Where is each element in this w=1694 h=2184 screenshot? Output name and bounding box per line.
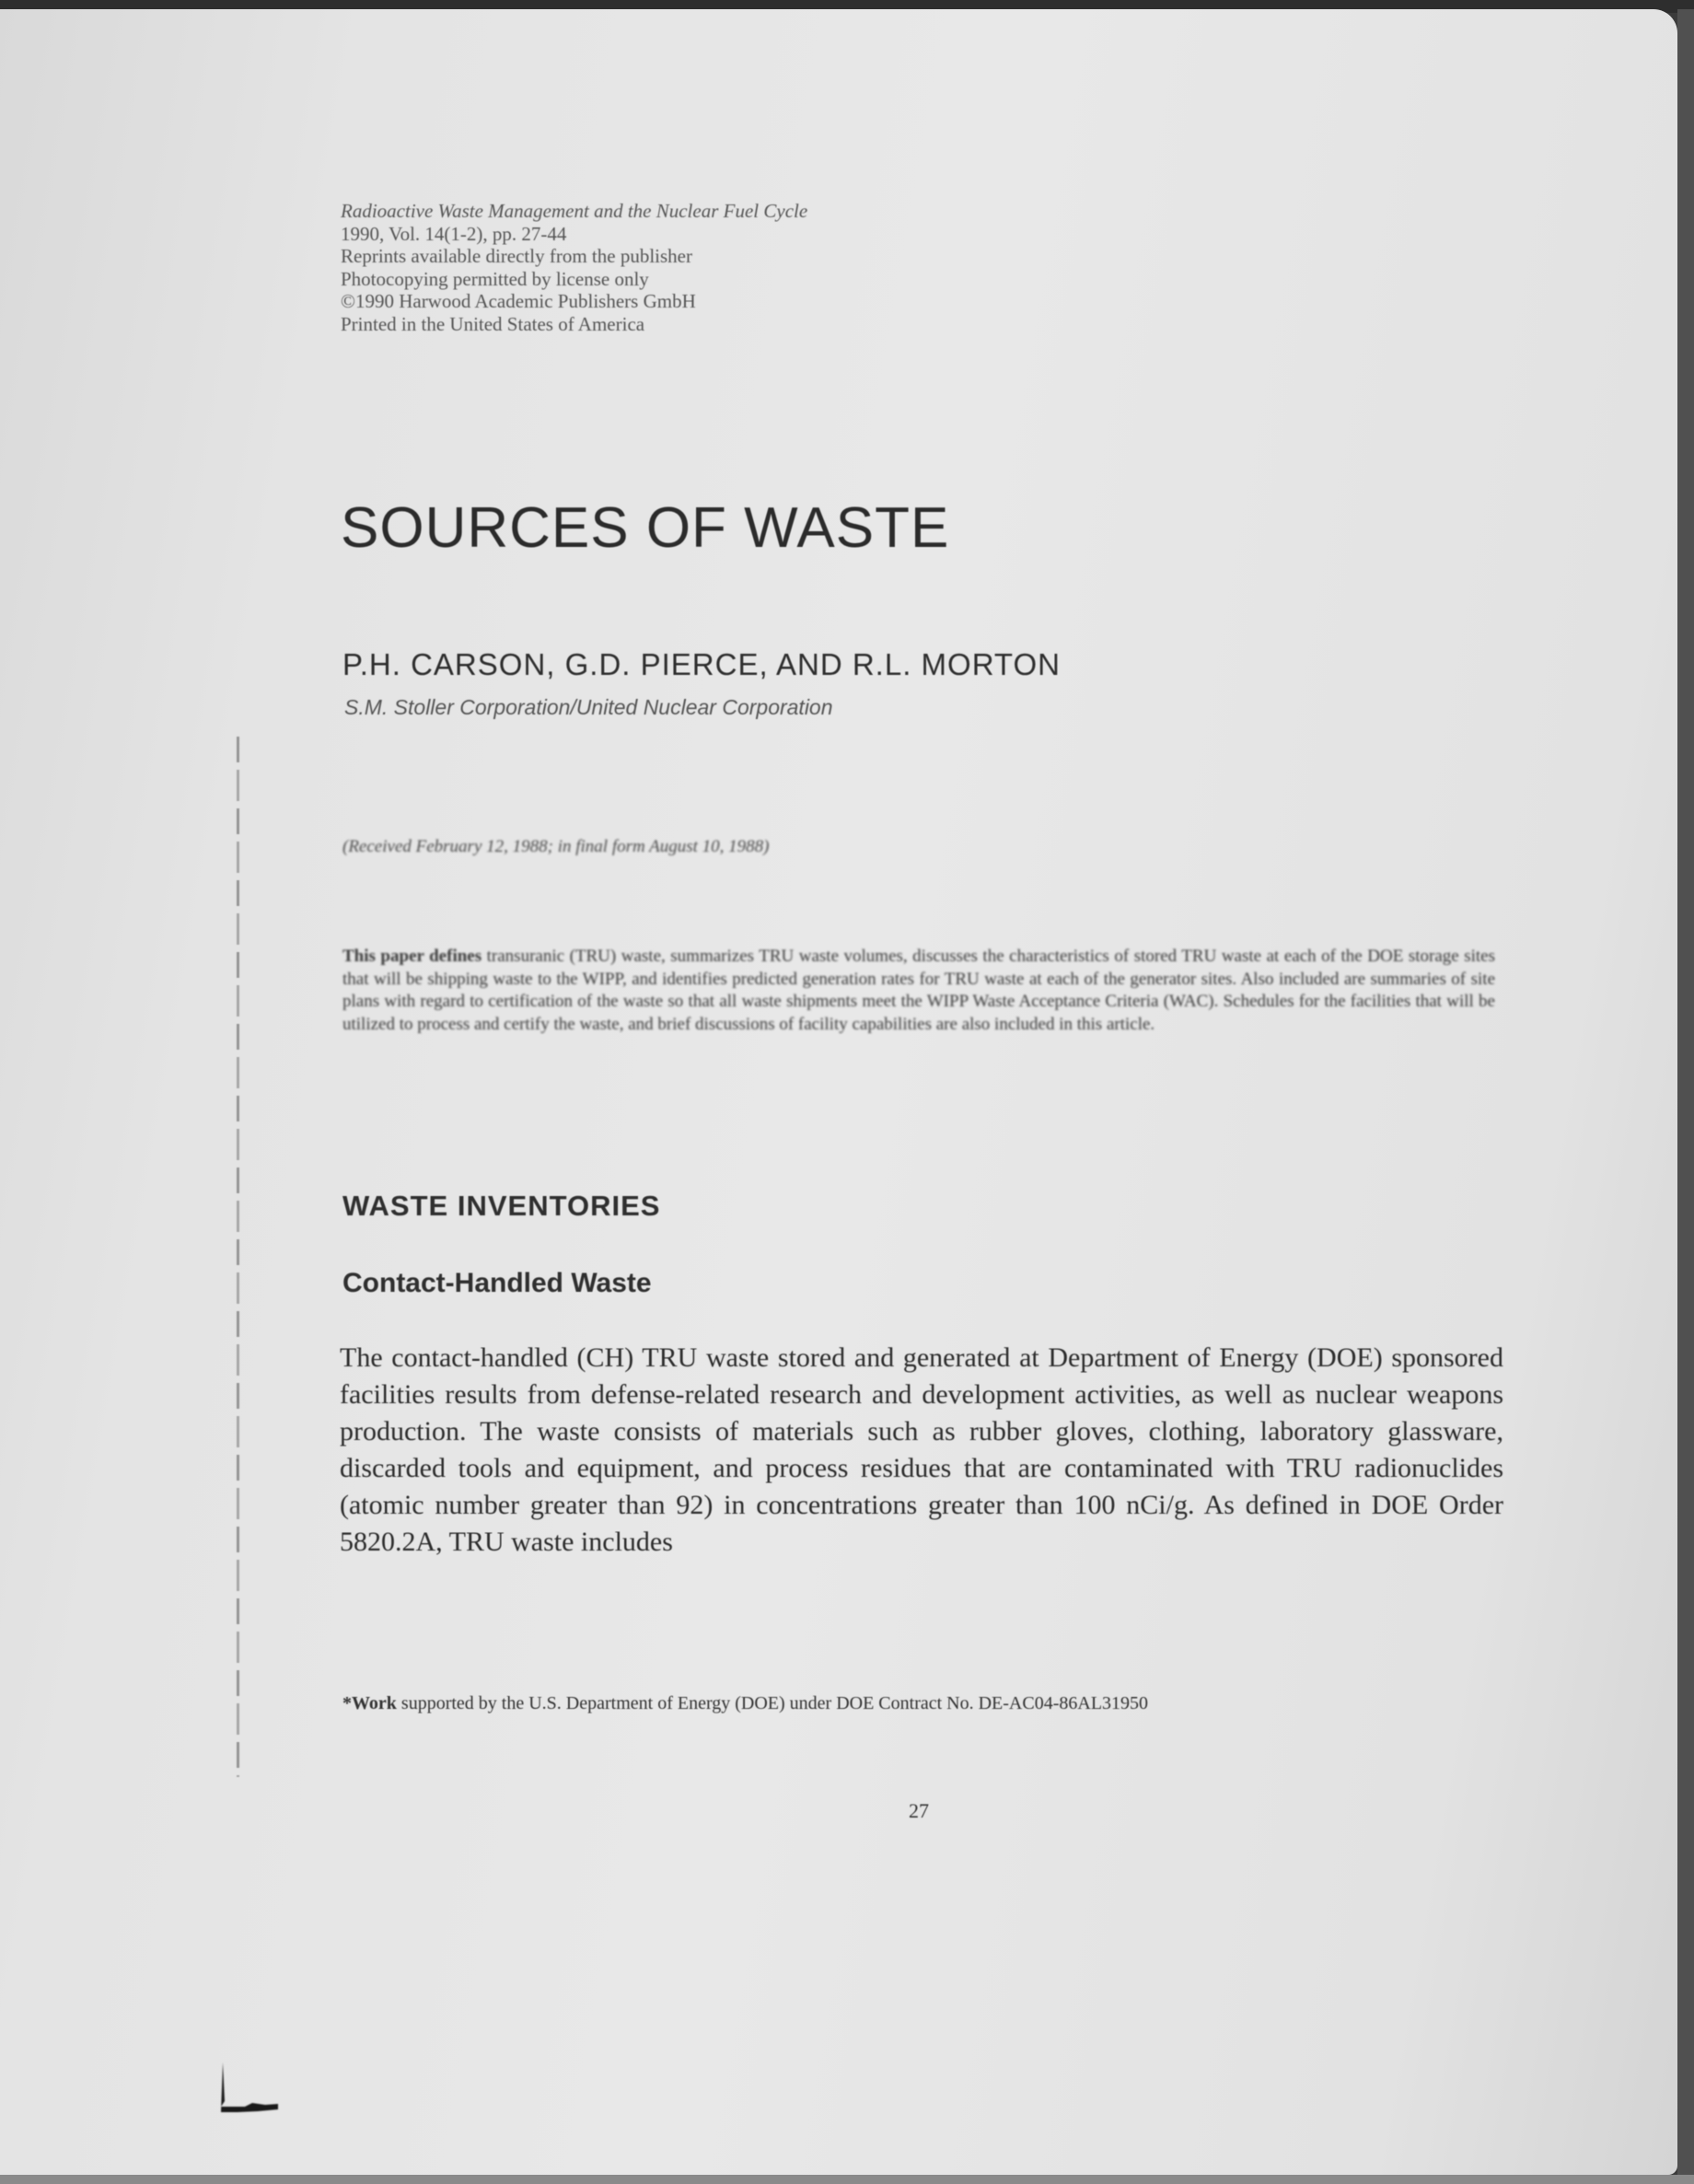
abstract-lead: This paper defines — [342, 947, 482, 966]
scan-bottom-edge — [0, 2175, 1694, 2184]
margin-rule-line — [237, 737, 239, 1777]
photocopying-notice: Photocopying permitted by license only — [341, 267, 649, 290]
footnote — [342, 1690, 1501, 1716]
body-paragraph: The contact-handled (CH) TRU waste stored and generated at Department of Energy (DOE) sponsored facilities results from defense-related research and development activities, as well as nuclear weapons production. The waste consists of materials such as rubber gloves, clothing, laboratory glassware, discarded tools and equipment, and process residues that are contaminated with TRU radionuclides (atomic number greater than 92) in concentrations greater than 100 nCi/g. As defined in DOE Order 5820.2A, TRU waste includes — [340, 1342, 1503, 1557]
scan-right-edge — [1677, 9, 1694, 2175]
reprints-notice: Reprints available directly from the publisher — [341, 245, 692, 267]
article-authors: P.H. CARSON, G.D. PIERCE, AND R.L. MORTON — [342, 647, 1061, 681]
abstract-text: transuranic (TRU) waste, summarizes TRU waste volumes, discusses the characteristics of stored TRU waste at each of the DOE storage sites that will be shipping waste to the WIPP, and identifies predicted generation rates for TRU waste at each of the generator sites. Also included are summaries of site plans with regard to certification of the waste so that all waste shipments meet the WIPP Waste Acceptance Criteria (WAC). Schedules for the facilities that will be utilized to process and certify the waste, and brief discussions of facility capabilities are also included in this article. — [342, 947, 1495, 1034]
copyright-notice: ©1990 Harwood Academic Publishers GmbH — [341, 290, 696, 312]
article-title: SOURCES OF WASTE — [341, 496, 950, 560]
journal-title: Radioactive Waste Management and the Nuclear Fuel Cycle — [341, 200, 808, 222]
journal-page — [0, 9, 1677, 2175]
journal-masthead — [341, 200, 1040, 335]
footnote-text: supported by the U.S. Department of Energy (DOE) under DOE Contract No. DE-AC04-86AL31950 — [396, 1693, 1149, 1714]
printed-notice: Printed in the United States of America — [341, 312, 645, 335]
ink-mark-icon — [217, 2061, 284, 2116]
abstract — [342, 946, 1495, 1036]
author-affiliation: S.M. Stoller Corporation/United Nuclear Corporation — [344, 695, 833, 719]
page-number: 27 — [909, 1799, 929, 1822]
subsection-heading: Contact-Handled Waste — [342, 1268, 652, 1298]
journal-volume: 1990, Vol. 14(1-2), pp. 27-44 — [341, 222, 567, 245]
section-heading: WASTE INVENTORIES — [342, 1190, 661, 1222]
received-dates: (Received February 12, 1988; in final form August 10, 1988) — [342, 837, 770, 856]
footnote-lead: *Work — [342, 1693, 397, 1714]
